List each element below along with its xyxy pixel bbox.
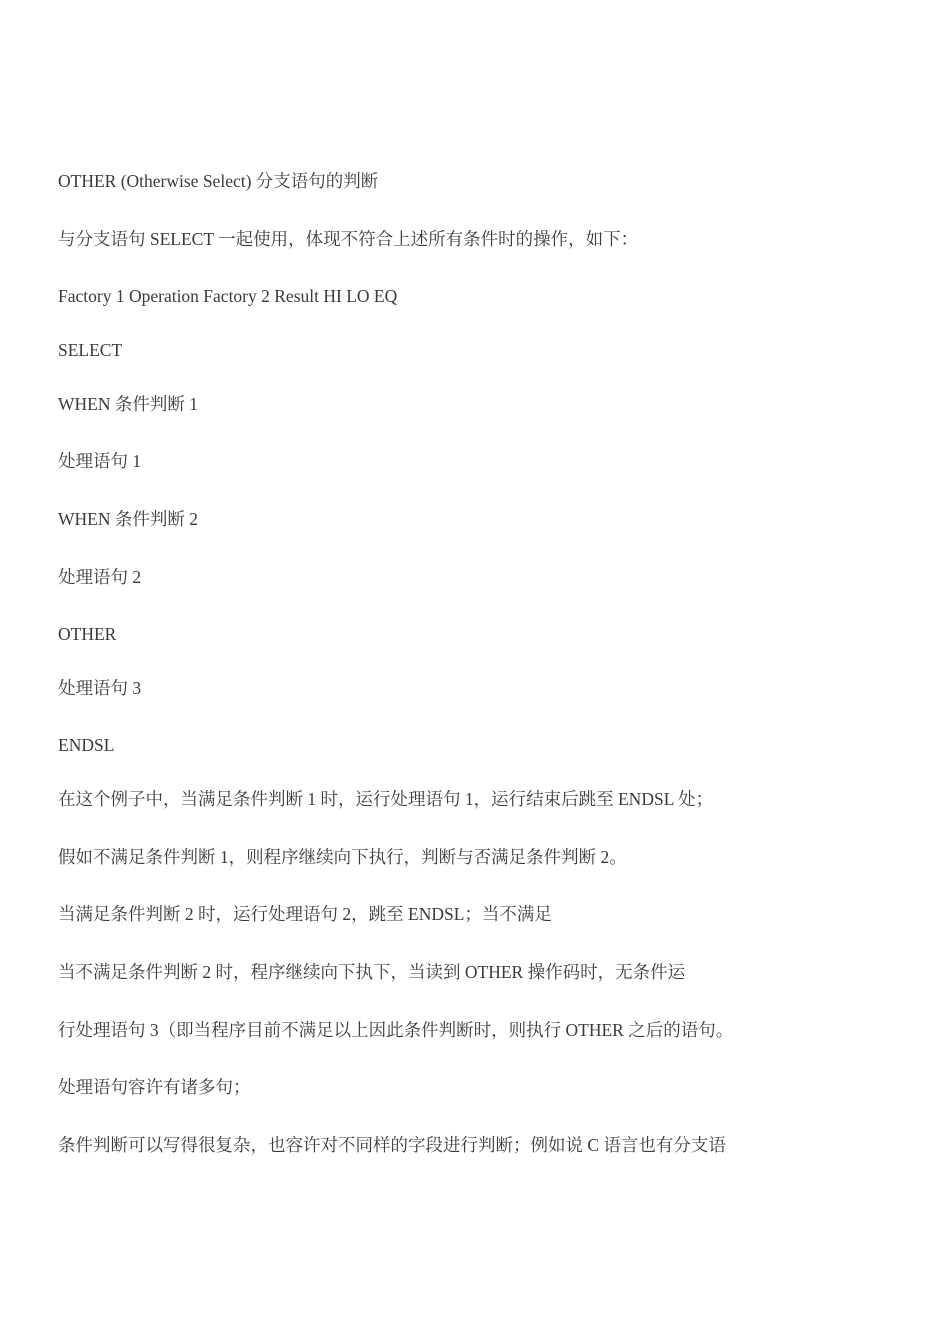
text-line-run-3: 行处理语句 3（即当程序目前不满足以上因此条件判断时，则执行 OTHER 之后的语句。 [58,1020,734,1040]
text-line-select: SELECT [58,340,123,360]
text-line-endsl: ENDSL [58,735,115,755]
text-line-multiple-statements: 处理语句容许有诸多句； [58,1077,251,1097]
text-line-statement-2: 处理语句 2 [58,567,142,587]
text-line-other: OTHER [58,624,117,644]
text-line-statement-1: 处理语句 1 [58,451,142,471]
text-line-factory-header: Factory 1 Operation Factory 2 Result HI LO EQ [58,286,398,306]
text-line-if-not-2: 当不满足条件判断 2 时，程序继续向下执下，当读到 OTHER 操作码时，无条件运 [58,962,686,982]
text-line-select-usage: 与分支语句 SELECT 一起使用，体现不符合上述所有条件时的操作，如下： [58,229,639,249]
text-line-other-heading: OTHER (Otherwise Select) 分支语句的判断 [58,171,379,191]
text-line-complex-conditions: 条件判断可以写得很复杂，也容许对不同样的字段进行判断；例如说 C 语言也有分支语 [58,1135,726,1155]
text-line-statement-3: 处理语句 3 [58,678,142,698]
text-line-when-2: WHEN 条件判断 2 [58,509,198,529]
text-line-if-not-1: 假如不满足条件判断 1，则程序继续向下执行，判断与否满足条件判断 2。 [58,847,627,867]
text-line-if-2: 当满足条件判断 2 时，运行处理语句 2，跳至 ENDSL；当不满足 [58,904,552,924]
text-line-when-1: WHEN 条件判断 1 [58,394,198,414]
text-line-example: 在这个例子中，当满足条件判断 1 时，运行处理语句 1，运行结束后跳至 ENDSL 处； [58,789,714,809]
